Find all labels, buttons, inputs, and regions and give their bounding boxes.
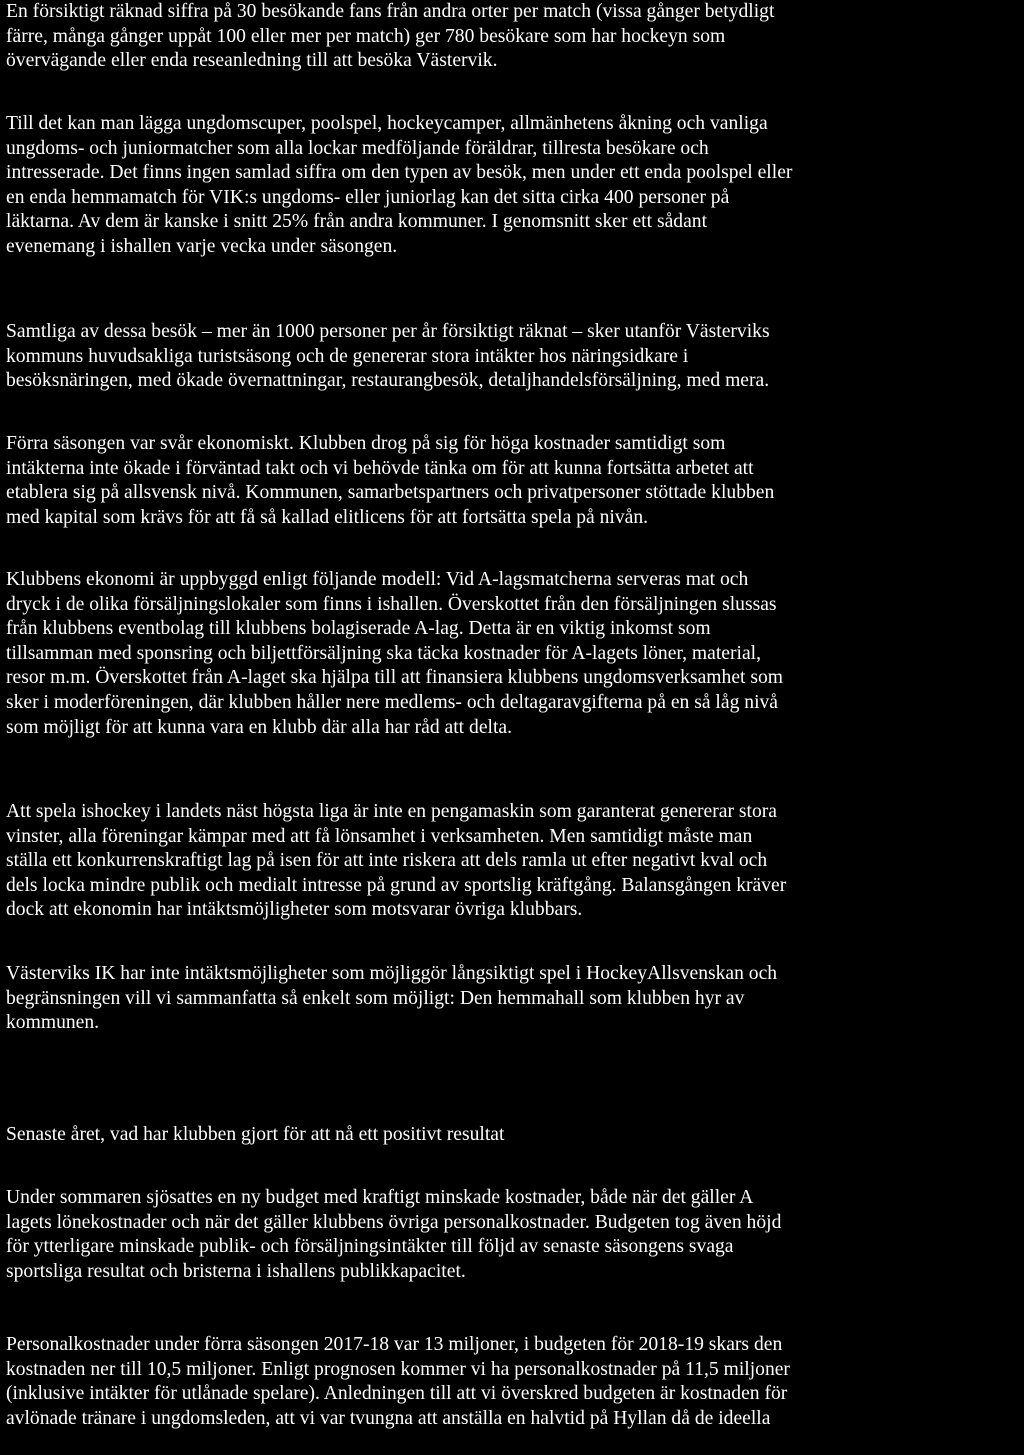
text-line: Västerviks IK har inte intäktsmöjligheter som möjliggör långsiktigt spel i HockeyAllsvenskan och	[6, 963, 778, 984]
text-line: kostnaden ner till 10,5 miljoner. Enligt prognosen kommer vi ha personalkostnader på 11,5 miljoner	[6, 1358, 790, 1380]
paragraph-league-finance	[6, 800, 786, 923]
paragraph-last-season	[6, 432, 774, 530]
text-line: Senaste året, vad har klubben gjort för att nå ett positivt resultat	[6, 1124, 505, 1145]
paragraph-personnel-costs	[6, 1333, 790, 1431]
paragraph-new-budget	[6, 1186, 781, 1284]
text-line: intäkterna inte ökade i förväntad takt och vi behövde tänka om för att kunna fortsätta arbetet att	[6, 457, 754, 479]
text-line: Förra säsongen var svår ekonomiskt. Klubben drog på sig för höga kostnader samtidigt som	[6, 433, 726, 454]
paragraph-youth-events	[6, 112, 792, 260]
text-line: resor m.m. Överskottet från A-laget ska hjälpa till att finansiera klubbens ungdomsverksamhet som	[6, 667, 784, 689]
text-line: för ytterligare minskade publik- och försäljningsintäkter till följd av senaste säsongens svaga	[6, 1236, 734, 1258]
text-line: Samtliga av dessa besök – mer än 1000 personer per år försiktigt räknat – sker utanför Västerviks	[6, 321, 770, 342]
text-line: (inklusive intäkter för utlånade spelare). Anledningen till att vi överskred budgeten är kostnaden för	[6, 1383, 788, 1405]
text-line: avlönade tränare i ungdomsleden, att vi var tvungna att anställa en halvtid på Hyllan då de ideella	[6, 1407, 771, 1429]
text-line: sker i moderföreningen, där klubben håller nere medlems- och deltagaravgifterna på en så låg nivå	[6, 691, 779, 713]
text-line: intresserade. Det finns ingen samlad siffra om den typen av besök, men under ett enda poolspel eller	[6, 162, 793, 184]
text-line: Till det kan man lägga ungdomscuper, poolspel, hockeycamper, allmänhetens åkning och vanliga	[6, 113, 768, 134]
text-line: begränsningen vill vi sammanfatta så enkelt som möjligt: Den hemmahall som klubben hyr av	[6, 987, 745, 1009]
text-line: etablera sig på allsvensk nivå. Kommunen, samarbetspartners och privatpersoner stöttade klubben	[6, 482, 775, 504]
text-line: färre, många gånger uppåt 100 eller mer per match) ger 780 besökare som har hockeyn som	[6, 25, 726, 47]
text-line: kommuns huvudsakliga turistsäsong och de genererar stora intäkter hos näringsidkare i	[6, 345, 689, 367]
text-line: dryck i de olika försäljningslokaler som finns i ishallen. Överskottet från den försäljningen slussas	[6, 593, 777, 615]
text-line: från klubbens eventbolag till klubbens bolagiserade A-lag. Detta är en viktig inkomst som	[6, 618, 711, 640]
text-line: dock att ekonomin har intäktsmöjligheter som motsvarar övriga klubbars.	[6, 899, 583, 921]
text-line: som möjligt för att kunna vara en klubb där alla har råd att delta.	[6, 716, 513, 738]
text-line: en enda hemmamatch för VIK:s ungdoms- eller juniorlag kan det sitta cirka 400 personer på	[6, 186, 730, 208]
text-line: sportsliga resultat och bristerna i ishallens publikkapacitet.	[6, 1260, 466, 1282]
text-line: Personalkostnader under förra säsongen 2017-18 var 13 miljoner, i budgeten för 2018-19 skars den	[6, 1334, 783, 1355]
text-line: med kapital som krävs för att få så kallad elitlicens för att fortsätta spela på nivån.	[6, 506, 649, 528]
text-line: dels locka mindre publik och medialt intresse på grund av sportslig kräftgång. Balansgången kräver	[6, 874, 787, 896]
text-line: övervägande eller enda reseanledning till att besöka Västervik.	[6, 50, 498, 72]
text-line: tillsamman med sponsring och biljettförsäljning ska täcka kostnader för A-lagets löner, material,	[6, 642, 762, 664]
paragraph-home-arena	[6, 962, 777, 1036]
text-line: lagets lönekostnader och när det gäller klubbens övriga personalkostnader. Budgeten tog även höjd	[6, 1211, 782, 1233]
text-line: Under sommaren sjösattes en ny budget med kraftigt minskade kostnader, både när det gäller A	[6, 1187, 754, 1208]
paragraph-visits-revenue	[6, 320, 770, 394]
text-line: läktarna. Av dem är kanske i snitt 25% från andra kommuner. I genomsnitt sker ett sådant	[6, 211, 708, 233]
paragraph-visiting-fans	[6, 0, 774, 74]
text-line: evenemang i ishallen varje vecka under säsongen.	[6, 235, 398, 257]
text-line: Att spela ishockey i landets näst högsta liga är inte en pengamaskin som garanterat genererar stora	[6, 801, 777, 822]
text-line: kommunen.	[6, 1012, 100, 1034]
paragraph-club-economy	[6, 568, 783, 740]
text-line: ställa ett konkurrenskraftigt lag på isen för att inte riskera att dels ramla ut efter negativt kval och	[6, 850, 768, 872]
text-line: vinster, alla föreningar kämpar med att få lönsamhet i verksamheten. Men samtidigt måste man	[6, 825, 753, 847]
text-line: besöksnäringen, med ökade övernattningar, restaurangbesök, detaljhandelsförsäljning, med mera.	[6, 370, 770, 392]
section-heading	[6, 1123, 504, 1148]
text-line: ungdoms- och juniormatcher som alla lockar medföljande föräldrar, tillresta besökare och	[6, 137, 709, 159]
text-line: En försiktigt räknad siffra på 30 besökande fans från andra orter per match (vissa gånger betydligt	[6, 1, 775, 22]
text-line: Klubbens ekonomi är uppbyggd enligt följande modell: Vid A-lagsmatcherna serveras mat och	[6, 569, 749, 590]
